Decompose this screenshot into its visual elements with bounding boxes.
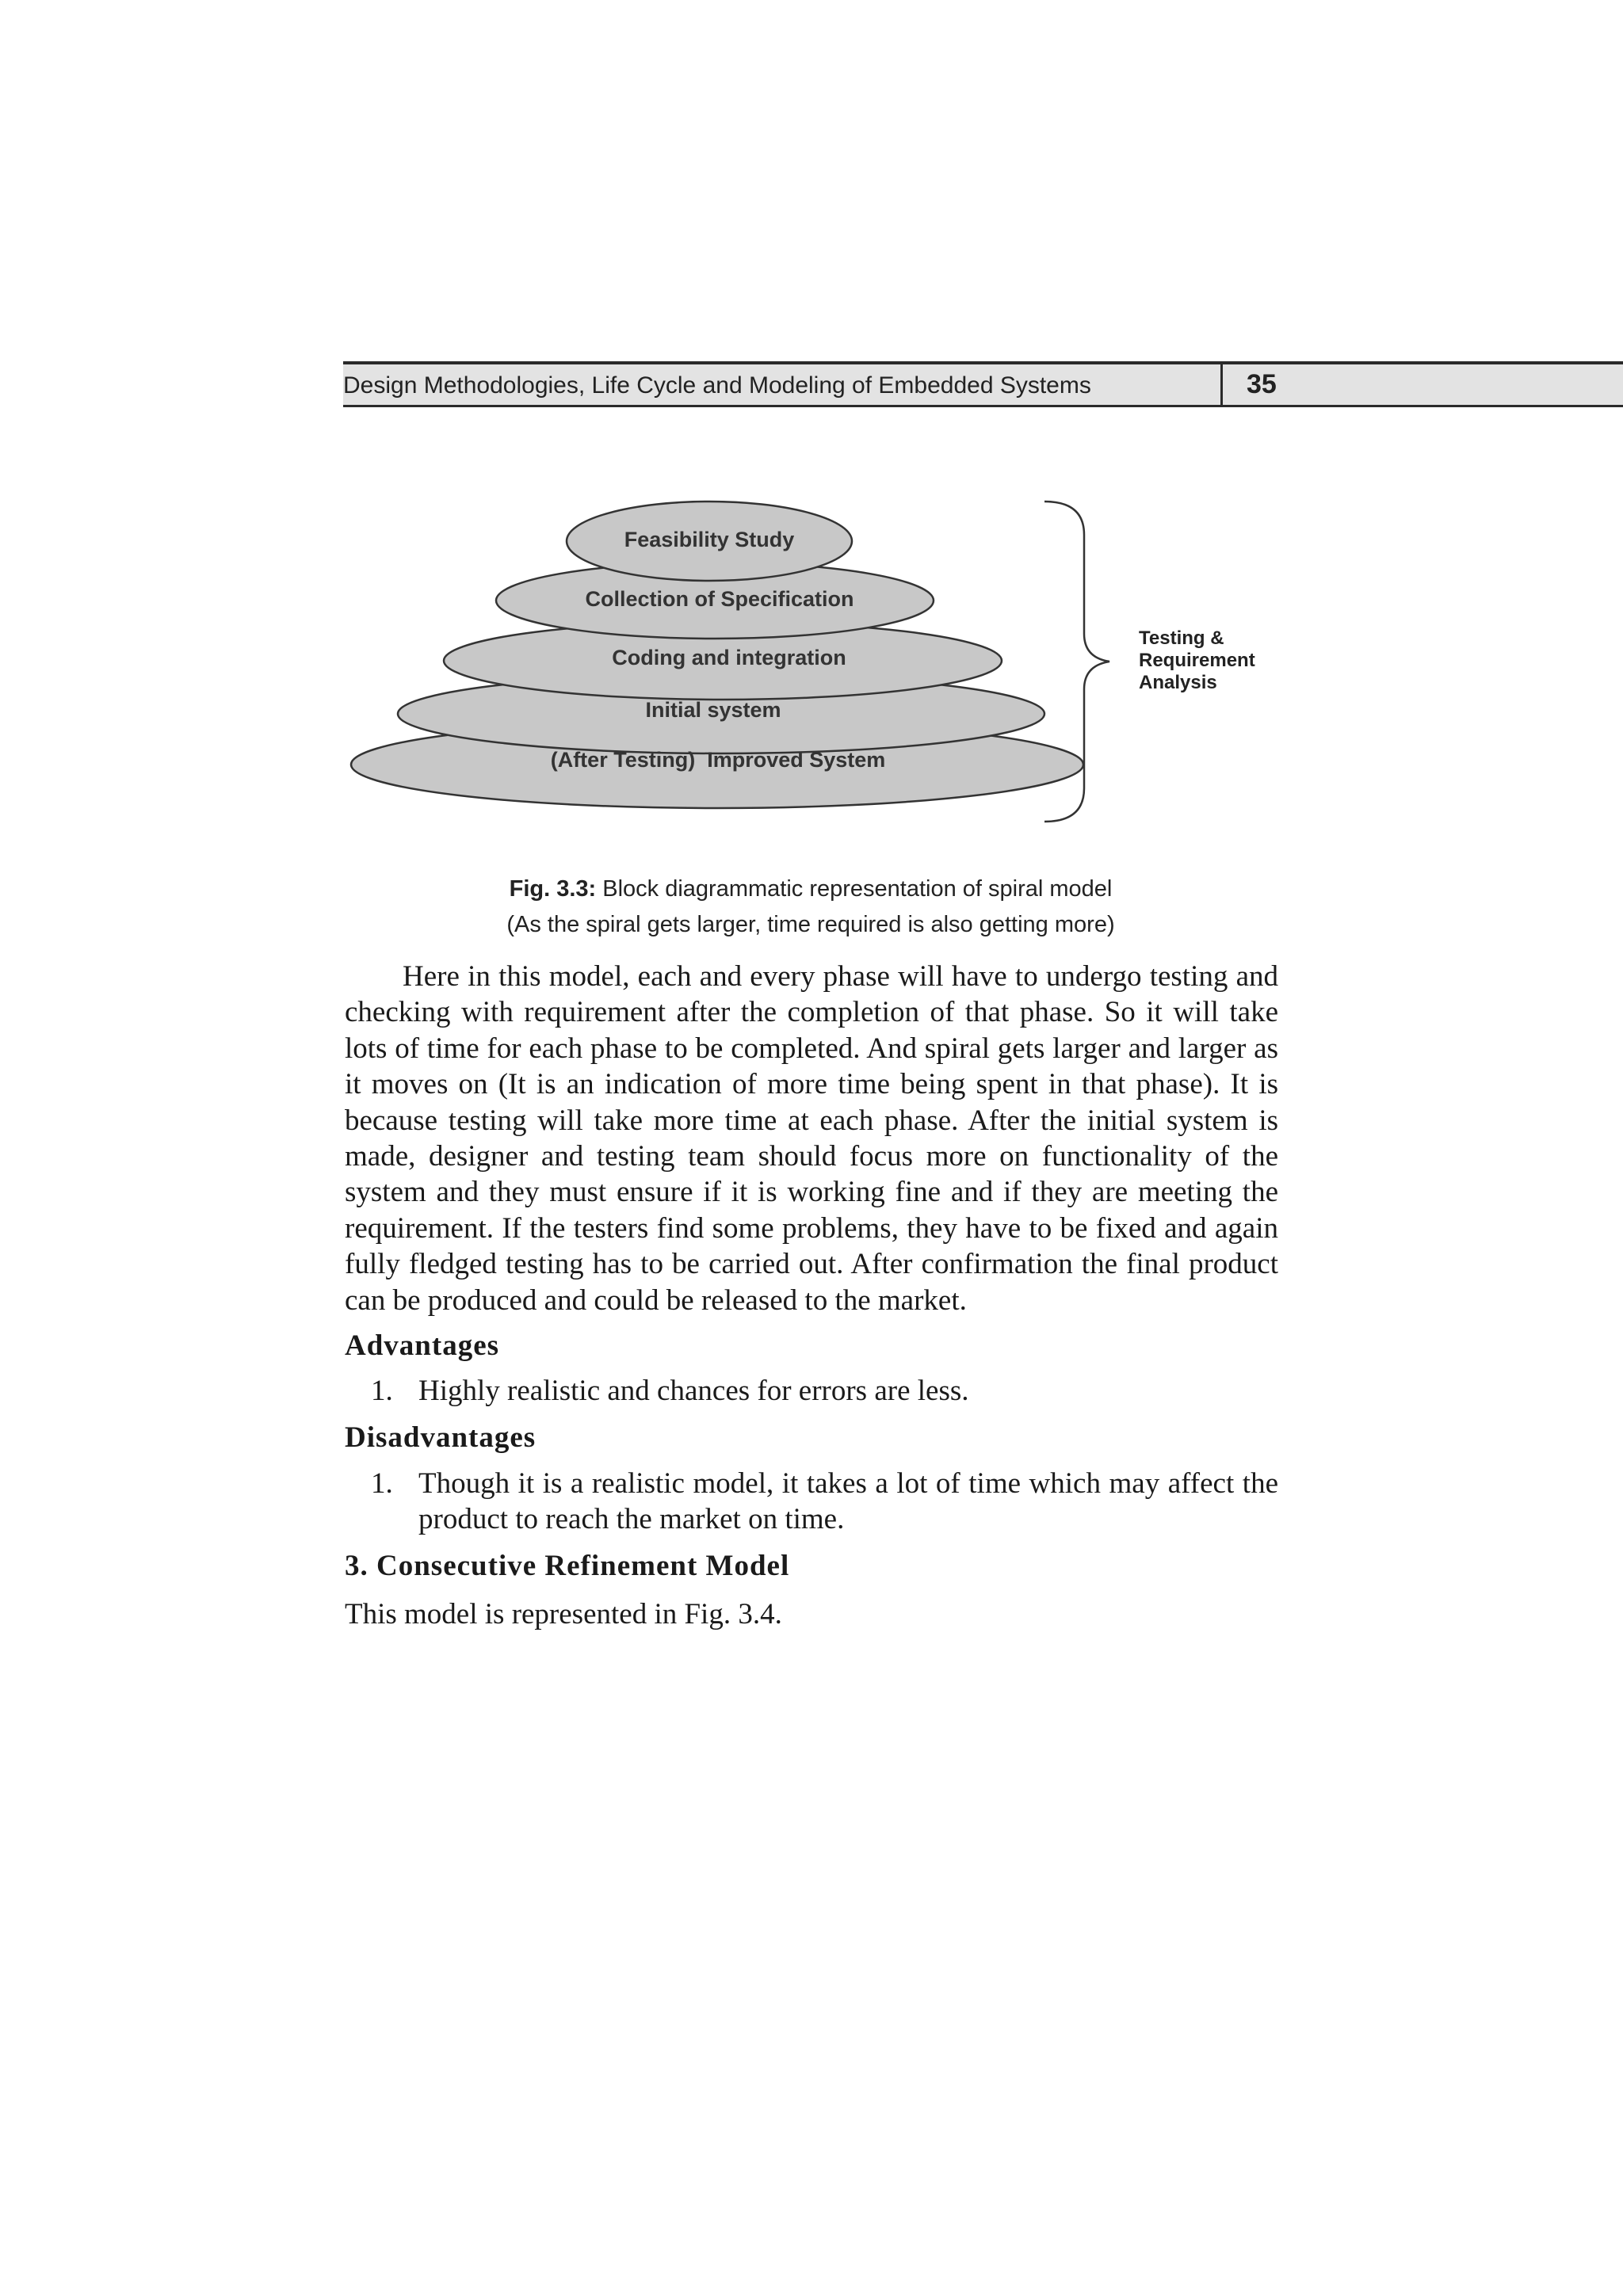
- disadvantages-item: [371, 1466, 1278, 1537]
- brace-label-line1: Testing &: [1139, 627, 1224, 649]
- spiral-model-figure: [341, 487, 1292, 836]
- running-header: [343, 361, 1623, 407]
- layer-label-coding: Coding and integration: [612, 646, 846, 669]
- layer-label-initial: Initial system: [645, 698, 781, 722]
- caption-label: Fig. 3.3:: [509, 876, 597, 902]
- brace-label-line2: Requirement: [1139, 650, 1255, 671]
- body-paragraph: Here in this model, each and every phase will have to undergo testing and checking with requirement after the completion of that phase. So it will take lots of time for each phase to be completed. And spiral gets larger and larger as it moves on (It is an indication of more time being spent in that phase). It is because testing will take more time at each phase. After the initial system is made, designer and testing team should focus more on functionality of the system and they must ensure if it is working fine and if they are meeting the requirement. If the testers find some problems, they have to be fixed and again fully fledged testing has to be carried out. After confirmation the final product can be produced and could be released to the market.: [345, 960, 1278, 1317]
- section-heading: 3. Consecutive Refinement Model: [345, 1550, 790, 1582]
- header-title: Design Methodologies, Life Cycle and Modeling of Embedded Systems: [343, 372, 1091, 399]
- list-text: Though it is a realistic model, it takes a lot of time which may affect the product to reach the market on time.: [418, 1467, 1278, 1535]
- advantages-item: [371, 1373, 1278, 1409]
- caption-text: Block diagrammatic representation of spiral model: [596, 876, 1113, 902]
- figure-caption: [343, 876, 1278, 902]
- list-number: 1.: [371, 1375, 393, 1407]
- disadvantages-heading: Disadvantages: [345, 1421, 537, 1454]
- advantages-heading: Advantages: [345, 1329, 500, 1362]
- body-paragraph-block: [345, 959, 1278, 1318]
- caption-line2: (As the spiral gets larger, time required is also getting more): [506, 912, 1115, 937]
- page-number: 35: [1247, 369, 1277, 399]
- brace-label-line3: Analysis: [1139, 672, 1217, 693]
- list-number: 1.: [371, 1467, 393, 1500]
- list-text: Highly realistic and chances for errors are less.: [418, 1375, 969, 1407]
- layer-label-specification: Collection of Specification: [585, 587, 854, 611]
- header-divider: [1220, 361, 1223, 407]
- section-text: This model is represented in Fig. 3.4.: [345, 1598, 782, 1630]
- layer-label-improved: (After Testing) Improved System: [550, 748, 886, 772]
- layer-label-feasibility: Feasibility Study: [624, 528, 795, 551]
